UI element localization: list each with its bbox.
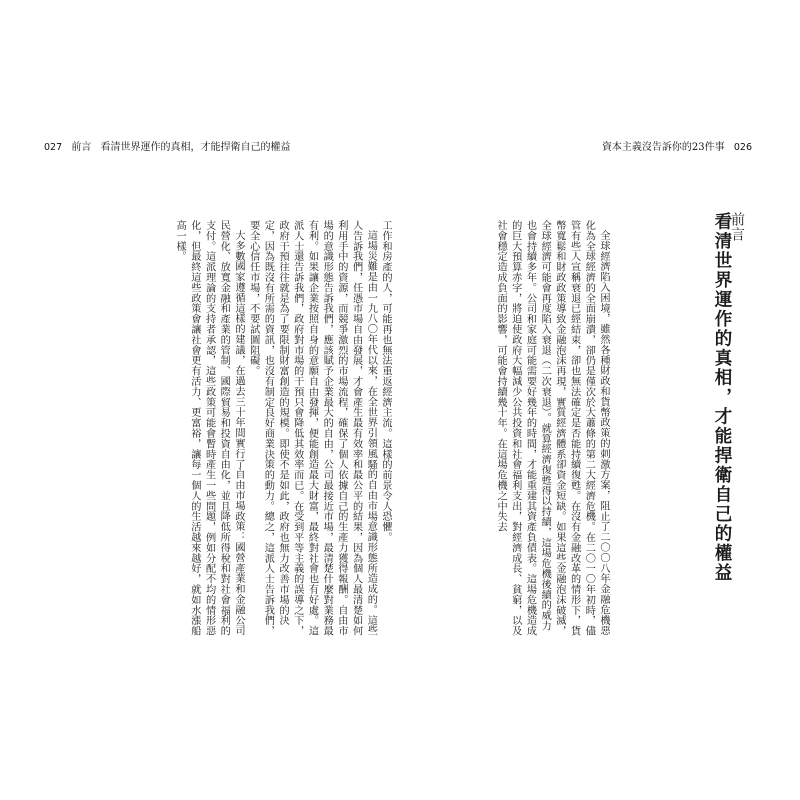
left-page-body (62, 220, 392, 640)
right-page-body (470, 220, 610, 640)
gutter (400, 130, 401, 690)
right-page-number: 026 (733, 142, 752, 153)
left-paragraph-2: 這場災難是由一九八〇年代以來，在全世界引領風騷的自由市場意識形態所造成的。這些人告訴我們，任憑市場自由發展，才會產生最有效率和最公平的結果，因為個人最清楚如何利用手中的資源，而競爭激烈的市場流程，確保了個人依據自己的生產力獲得報酬。自由市場的意識形態告訴我們，應該賦予企業最大的自由，公司最接近市場，最清楚什麼對業務最有利。如果讓企業按照自身的意願自由發揮，便能創造最大財富，最終對社會也有好處。這派人士還告訴我們，政府對市場的干預只會降低其效率而已。在受到平等主義的誤導之下，政府干預往往就是為了要限制財富創造的規模。即使不是如此，政府也無力改善市場的決定，因為既沒有所需的資訊，也沒有制定良好商業決策的動力。總之，這派人士告訴我們，要全心信任市場，不要試圖阻礙。 (247, 220, 377, 636)
left-paragraph-1: 工作和房產的人，可能再也無法重返經濟主流。這樣的前景令人恐懼。 (380, 220, 391, 543)
right-paragraph-1: 全球經濟陷入困境，雖然各種財政和貨幣政策的刺激方案，阻止了二〇〇八年金融危機惡化為全球經濟的全面崩潰，卻仍是僅次於大蕭條的第二大經濟危機。在二〇一〇年初時，儘管有些人宣稱衰退已經結束，卻也無法確定是否能持續復甦。在沒有金融改革的情形下，貨幣寬鬆和財政政策導致金融泡沫再現，實質經濟體系卻資金短缺。如果這些金融泡沫破滅，全球經濟可能會再度陷入衰退（二次衰退）。就算經濟復甦得以持續，這場危機後續的威力也會持續多年。公司和家庭可能需要好幾年的時間，才能重建其資產負債表。這場危機造成的巨大預算赤字，將迫使政府大幅減少公共投資和社會福利支出，對經濟成長、貧窮，以及社會穩定造成負面的影響，可能會持續幾十年。在這場危機之中失去 (495, 220, 609, 636)
left-page-number: 027 (44, 142, 63, 153)
left-running-head-title: 看清世界運作的真相，才能捍衛自己的權益 (100, 142, 291, 153)
left-paragraph-3: 大多數國家遵循這樣的建議，在過去三十年間實行了自由市場政策：國營產業和金融公司民營化、放寬金融和產業的管制、國際貿易和投資自由化，並且降低所得稅和對社會福利的支付。這派理論的支持者承認，這些政策可能會暫時產生一些問題，例如分配不均的情形惡化，但最終這些政策會讓社會更有活力、更富裕，讓每一個人的生活越來越好，就如水漲船高一樣。 (174, 220, 244, 636)
right-running-head-title: 資本主義沒告訴你的23件事 (601, 142, 725, 153)
left-running-head-section: 前言 (71, 142, 92, 153)
left-running-head (44, 142, 291, 154)
chapter-title: 看清世界運作的真相，才能捍衛自己的權益 (712, 212, 732, 583)
chapter-label: 前言 (729, 212, 745, 242)
right-running-head (602, 142, 752, 154)
